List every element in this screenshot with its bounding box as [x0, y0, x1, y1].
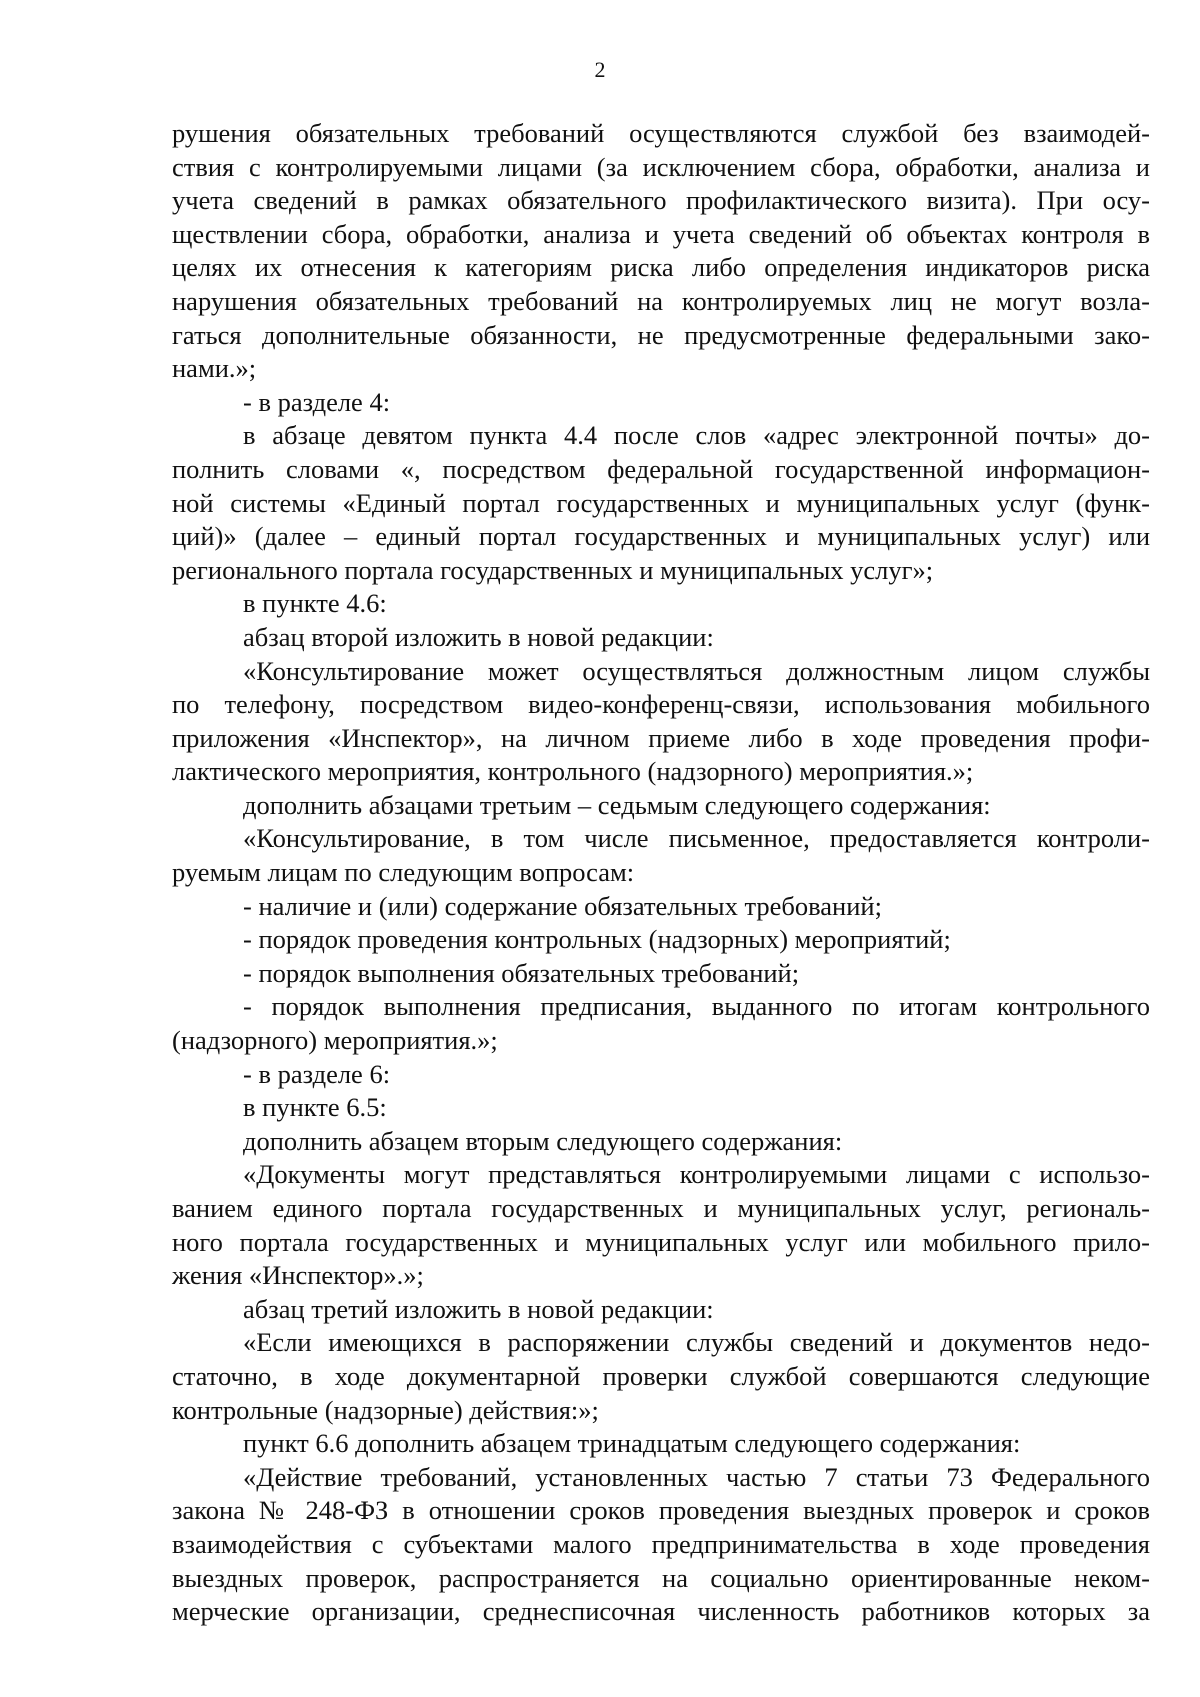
- text-line: дополнить абзацем вторым следующего содержания:: [243, 1125, 843, 1156]
- text-line: «Консультирование может осуществляться должностным лицом службы: [243, 655, 1150, 686]
- text-line: выездных проверок, распространяется на социально ориентированные неком-: [172, 1562, 1150, 1593]
- page-number: 2: [594, 57, 606, 82]
- text-line: жения «Инспектор».»;: [172, 1260, 424, 1291]
- text-line: закона № 248-ФЗ в отношении сроков проведения выездных проверок и сроков: [172, 1495, 1150, 1526]
- text-line: в пункте 4.6:: [243, 588, 387, 619]
- text-line: в абзаце девятом пункта 4.4 после слов «адрес электронной почты» до-: [243, 420, 1150, 451]
- text-line: приложения «Инспектор», на личном приеме либо в ходе проведения профи-: [172, 722, 1150, 753]
- text-line: - порядок выполнения предписания, выданного по итогам контрольного: [243, 991, 1150, 1022]
- text-line: ного портала государственных и муниципальных услуг или мобильного прило-: [172, 1226, 1150, 1257]
- text-line: целях их отнесения к категориям риска либо определения индикаторов риска: [172, 252, 1150, 283]
- text-line: контрольные (надзорные) действия:»;: [172, 1394, 599, 1425]
- text-line: в пункте 6.5:: [243, 1092, 387, 1123]
- text-line: регионального портала государственных и муниципальных услуг»;: [172, 554, 934, 585]
- text-line: взаимодействия с субъектами малого предпринимательства в ходе проведения: [172, 1528, 1150, 1559]
- text-line: «Консультирование, в том числе письменное, предоставляется контроли-: [243, 823, 1150, 854]
- text-line: ванием единого портала государственных и муниципальных услуг, региональ-: [172, 1193, 1150, 1223]
- text-line: ной системы «Единый портал государственных и муниципальных услуг (функ-: [172, 487, 1150, 518]
- text-line: нами.»;: [172, 353, 257, 384]
- text-line: дополнить абзацами третьим – седьмым следующего содержания:: [243, 789, 991, 820]
- text-line: руемым лицам по следующим вопросам:: [172, 857, 635, 888]
- text-line: - наличие и (или) содержание обязательных требований;: [243, 890, 882, 921]
- text-line: по телефону, посредством видео-конференц-связи, использования мобильного: [172, 689, 1150, 720]
- text-line: мерческие организации, среднесписочная численность работников которых за: [172, 1596, 1150, 1627]
- text-line: (надзорного) мероприятия.»;: [172, 1025, 498, 1056]
- text-line: статочно, в ходе документарной проверки службой совершаются следующие: [172, 1360, 1150, 1391]
- text-line: ций)» (далее – единый портал государственных и муниципальных услуг) или: [172, 521, 1150, 552]
- text-line: абзац второй изложить в новой редакции:: [243, 621, 714, 652]
- text-line: ствия с контролируемыми лицами (за исключением сбора, обработки, анализа и: [172, 151, 1150, 182]
- text-line: нарушения обязательных требований на контролируемых лиц не могут возла-: [172, 285, 1150, 316]
- text-line: - порядок выполнения обязательных требований;: [243, 957, 800, 988]
- text-line: полнить словами «, посредством федеральной государственной информацион-: [172, 453, 1150, 484]
- text-line: «Если имеющихся в распоряжении службы сведений и документов недо-: [243, 1327, 1150, 1358]
- body-text: [172, 117, 1150, 1629]
- text-line: - в разделе 6:: [243, 1058, 391, 1089]
- text-line: - порядок проведения контрольных (надзорных) мероприятий;: [243, 924, 951, 955]
- text-line: «Документы могут представляться контролируемыми лицами с использо-: [243, 1159, 1150, 1190]
- text-line: гаться дополнительные обязанности, не предусмотренные федеральными зако-: [172, 319, 1150, 350]
- text-line: абзац третий изложить в новой редакции:: [243, 1293, 714, 1324]
- text-line: - в разделе 4:: [243, 386, 391, 417]
- text-line: пункт 6.6 дополнить абзацем тринадцатым следующего содержания:: [243, 1428, 1021, 1459]
- text-line: ществлении сбора, обработки, анализа и учета сведений об объектах контроля в: [172, 218, 1150, 249]
- text-line: лактического мероприятия, контрольного (надзорного) мероприятия.»;: [172, 756, 974, 787]
- text-line: рушения обязательных требований осуществляются службой без взаимодей-: [172, 118, 1150, 148]
- text-line: «Действие требований, установленных частью 7 статьи 73 Федерального: [243, 1461, 1150, 1492]
- text-line: учета сведений в рамках обязательного профилактического визита). При осу-: [172, 185, 1150, 216]
